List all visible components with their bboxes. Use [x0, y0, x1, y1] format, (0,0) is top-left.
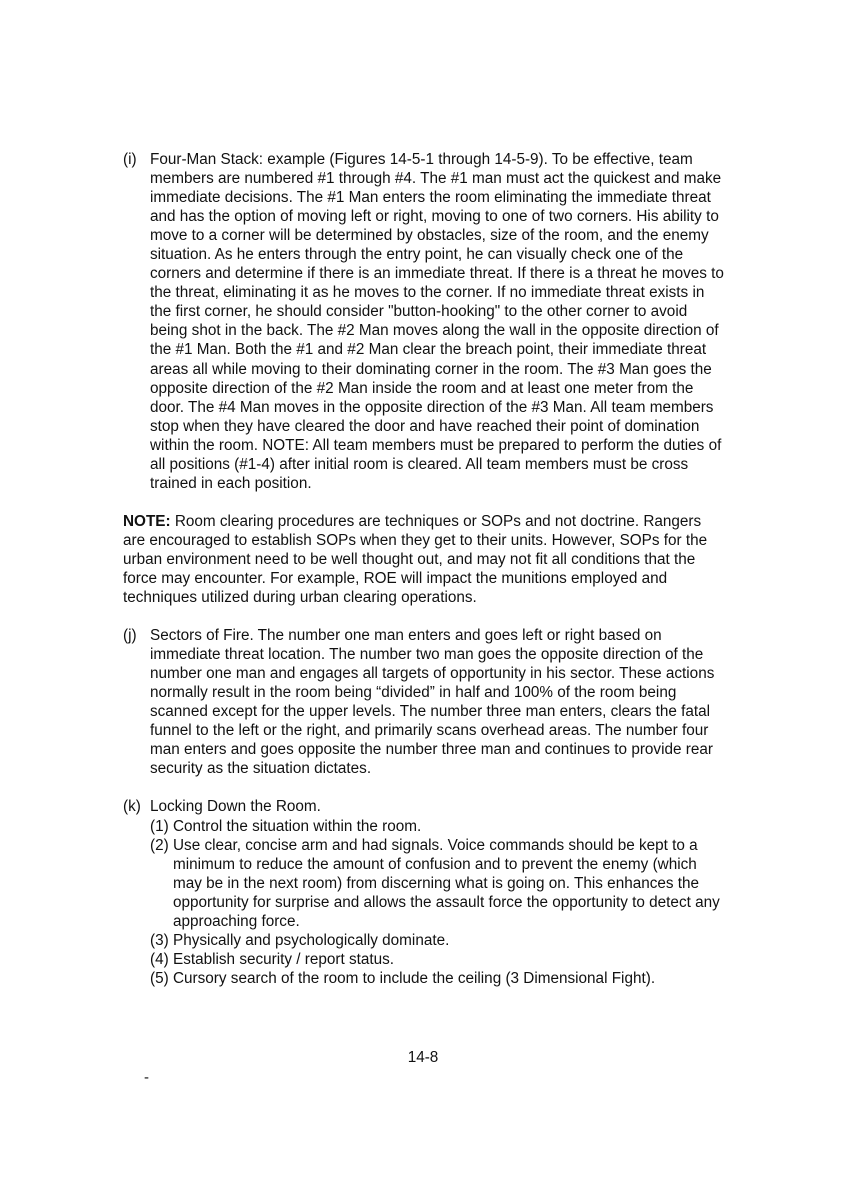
list-item-text: Control the situation within the room. [173, 817, 422, 835]
list-item-marker: (5) [150, 969, 169, 987]
list-item [150, 931, 726, 950]
list-item-marker: (1) [150, 817, 169, 835]
list-item-marker: (3) [150, 931, 169, 949]
note-text: Room clearing procedures are techniques or SOPs and not doctrine. Rangers are encouraged to establish SOPs when they get to their units. However, SOPs for the urban environment need to be well thought out, and may not fit all conditions that the force may encounter. For example, ROE will impact the munitions employed and techniques utilized during urban clearing operations. [123, 512, 708, 607]
note-paragraph [123, 512, 726, 607]
section-i [123, 150, 726, 493]
list-item-text: Physically and psychologically dominate. [173, 931, 450, 949]
list-item [150, 969, 726, 988]
list-item-text: Use clear, concise arm and had signals. Voice commands should be kept to a minimum to reduce the amount of confusion and to prevent the enemy (which may be in the next room) from discerning what is going on. This enhances the opportunity for surprise and allows the assault force the opportunity to detect any approaching force. [173, 836, 720, 930]
spacer [123, 778, 726, 797]
section-k-marker: (k) [123, 798, 141, 816]
section-i-marker: (i) [123, 151, 137, 168]
spacer [123, 493, 726, 512]
section-j-marker: (j) [123, 627, 137, 645]
page-content [123, 150, 726, 988]
list-item-marker: (4) [150, 950, 169, 968]
section-k-title: Locking Down the Room. [150, 798, 321, 816]
section-j-text: Sectors of Fire. The number one man enters and goes left or right based on immediate threat location. The number two man goes the opposite direction of the number one man and engages all targets of opportunity in his sector. These actions normally result in the room being “divided” in half and 100% of the room being scanned except for the upper levels. The number three man enters, clears the fatal funnel to the left or the right, and primarily scans overhead areas. The number four man enters and goes opposite the number three man and continues to provide rear security as the situation dictates. [150, 627, 715, 778]
spacer [123, 607, 726, 626]
list-item-marker: (2) [150, 836, 169, 854]
list-item-text: Establish security / report status. [173, 950, 395, 968]
note-label: NOTE: [123, 512, 171, 530]
footer-dash: - [144, 1069, 149, 1086]
section-i-text: Four-Man Stack: example (Figures 14-5-1 through 14-5-9). To be effective, team members are numbered #1 through #4. The #1 man must act the quickest and make immediate decisions. The #1 Man enters the room eliminating the immediate threat and has the option of moving left or right, moving to one of two corners. His ability to move to a corner will be determined by obstacles, size of the room, and the enemy situation. As he enters through the entry point, he can visually check one of the corners and determine if there is an immediate threat. If there is a threat he moves to the threat, eliminating it as he moves to the corner. If no immediate threat exists in the first corner, he should consider "button-hooking" to the other corner to avoid being shot in the back. The #2 Man moves along the wall in the opposite direction of the #1 Man. Both the #1 and #2 Man clear the breach point, their immediate threat areas all while moving to their dominating corner in the room. The #3 Man goes the opposite direction of the #2 Man inside the room and at least one meter from the door. The #4 Man moves in the opposite direction of the #3 Man. All team members stop when they have cleared the door and have reached their point of domination within the room. NOTE: All team members must be prepared to perform the duties of all positions (#1-4) after initial room is cleared. All team members must be cross trained in each position. [150, 151, 724, 492]
list-item [150, 817, 726, 836]
page-number: 14-8 [407, 1049, 439, 1066]
section-j [123, 626, 726, 778]
list-item [150, 950, 726, 969]
list-item-text: Cursory search of the room to include the ceiling (3 Dimensional Fight). [173, 969, 656, 987]
section-k [123, 797, 726, 816]
list-item [150, 836, 726, 931]
